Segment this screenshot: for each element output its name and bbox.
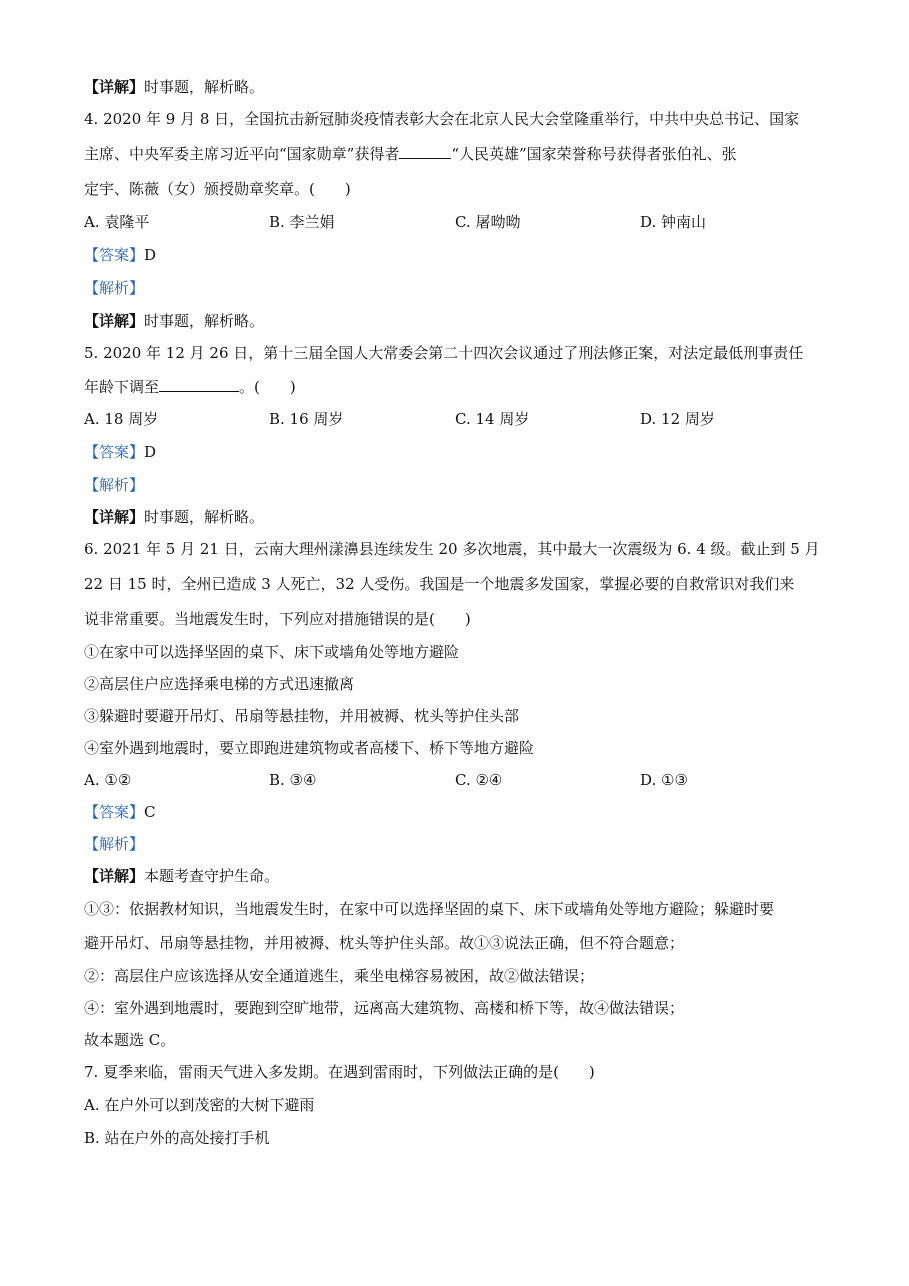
q7-option-a: A. 在户外可以到茂密的大树下避雨 xyxy=(84,1096,315,1114)
analysis-label: 【解析】 xyxy=(84,279,145,297)
detail-label: 【详解】 xyxy=(84,312,145,330)
q4-stem-line2: 主席、中央军委主席习近平向“国家勋章”获得者 “人民英雄”国家荣誉称号获得者张伯礼、张 xyxy=(84,145,737,163)
answer-label: 【答案】 xyxy=(84,443,145,461)
q7-stem-line1: 7. 夏季来临，雷雨天气进入多发期。在遇到雷雨时，下列做法正确的是( ) xyxy=(84,1063,595,1081)
answer-label: 【答案】 xyxy=(84,246,145,264)
q5-option-a: A. 18 周岁 xyxy=(84,410,159,428)
answer-blank xyxy=(159,391,239,392)
q4-answer: 【答案】D xyxy=(84,246,157,264)
q6-item-3: ③躲避时要避开吊灯、吊扇等悬挂物，并用被褥、枕头等护住头部 xyxy=(84,707,520,725)
q6-explain-3: ②：高层住户应该选择从安全通道逃生，乘坐电梯容易被困，故②做法错误； xyxy=(84,967,595,985)
detail-label: 【详解】 xyxy=(84,867,145,885)
q6-explain-4: ④：室外遇到地震时，要跑到空旷地带，远离高大建筑物、高楼和桥下等，故④做法错误； xyxy=(84,999,685,1017)
q6-explain-5: 故本题选 C。 xyxy=(84,1031,176,1049)
q6-explain-1: ①③：依据教材知识，当地震发生时，在家中可以选择坚固的桌下、床下或墙角处等地方避险；躲避时要 xyxy=(84,900,775,918)
q6-stem-line2: 22 日 15 时，全州已造成 3 人死亡，32 人受伤。我国是一个地震多发国家，掌握必要的自救常识对我们来 xyxy=(84,575,795,593)
q6-analysis xyxy=(84,834,144,854)
q4-detail: 【详解】时事题，解析略。 xyxy=(84,312,265,330)
q6-option-b: B. ③④ xyxy=(269,771,317,789)
q6-item-2: ②高层住户应选择乘电梯的方式迅速撤离 xyxy=(84,675,355,693)
q3-detail: 【详解】时事题，解析略。 xyxy=(84,78,265,96)
analysis-label: 【解析】 xyxy=(84,835,145,853)
q5-detail: 【详解】时事题，解析略。 xyxy=(84,508,265,526)
q6-item-4: ④室外遇到地震时，要立即跑进建筑物或者高楼下、桥下等地方避险 xyxy=(84,739,535,757)
q4-option-c: C. 屠呦呦 xyxy=(455,213,521,231)
q6-item-1: ①在家中可以选择坚固的桌下、床下或墙角处等地方避险 xyxy=(84,643,460,661)
q6-stem-line3: 说非常重要。当地震发生时，下列应对措施错误的是( ) xyxy=(84,610,471,628)
q6-option-a: A. ①② xyxy=(84,771,132,789)
q5-stem-line2: 年龄下调至 。( ) xyxy=(84,378,296,396)
answer-label: 【答案】 xyxy=(84,803,145,821)
detail-label: 【详解】 xyxy=(84,508,145,526)
q4-option-d: D. 钟南山 xyxy=(640,213,707,231)
q4-option-a: A. 袁隆平 xyxy=(84,213,150,231)
q6-option-d: D. ①③ xyxy=(640,771,688,789)
q6-answer: 【答案】C xyxy=(84,803,156,821)
q5-option-c: C. 14 周岁 xyxy=(455,410,530,428)
q5-answer: 【答案】D xyxy=(84,443,157,461)
q7-option-b: B. 站在户外的高处接打手机 xyxy=(84,1129,270,1147)
q4-stem-line1: 4. 2020 年 9 月 8 日，全国抗击新冠肺炎疫情表彰大会在北京人民大会堂隆重举行，中共中央总书记、国家 xyxy=(84,110,800,128)
q4-stem-line3: 定宇、陈薇（女）颁授勋章奖章。( ) xyxy=(84,180,351,198)
answer-blank xyxy=(399,158,451,159)
q6-explain-2: 避开吊灯、吊扇等悬挂物，并用被褥、枕头等护住头部。故①③说法正确，但不符合题意； xyxy=(84,934,685,952)
q6-stem-line1: 6. 2021 年 5 月 21 日，云南大理州漾濞县连续发生 20 多次地震，其中最大一次震级为 6. 4 级。截止到 5 月 xyxy=(84,540,820,558)
q4-analysis xyxy=(84,278,144,298)
q6-option-c: C. ②④ xyxy=(455,771,503,789)
q4-option-b: B. 李兰娟 xyxy=(269,213,335,231)
analysis-label: 【解析】 xyxy=(84,476,145,494)
detail-label: 【详解】 xyxy=(84,78,145,96)
q5-option-b: B. 16 周岁 xyxy=(269,410,344,428)
q6-detail: 【详解】本题考查守护生命。 xyxy=(84,867,280,885)
q5-analysis xyxy=(84,475,144,495)
q5-option-d: D. 12 周岁 xyxy=(640,410,715,428)
q5-stem-line1: 5. 2020 年 12 月 26 日，第十三届全国人大常委会第二十四次会议通过了刑法修正案，对法定最低刑事责任 xyxy=(84,344,804,362)
